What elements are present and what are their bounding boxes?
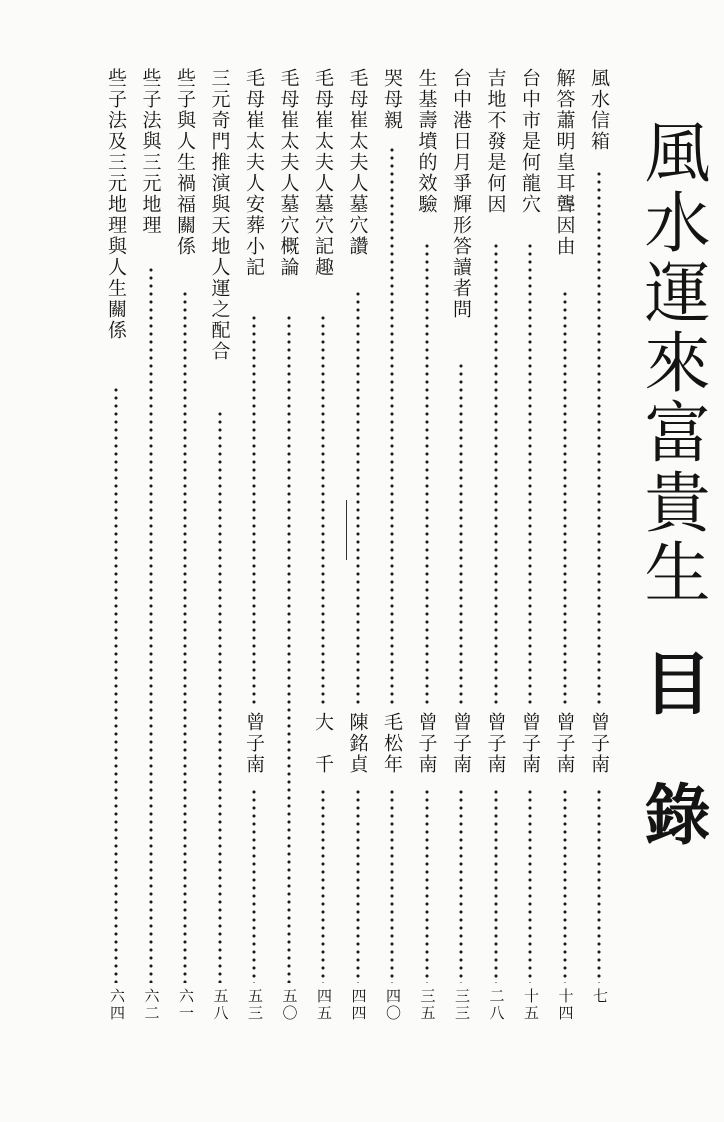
leader-dots [425,242,429,704]
leader-dots [321,788,325,983]
toc-entry[interactable] [377,68,407,1048]
toc-entry-title: 風水信箱 [588,68,610,152]
toc-entry-title: 三元奇門推演與天地人運之配合 [208,68,231,362]
leader-dots [528,242,532,704]
toc-entry[interactable] [239,68,269,1048]
leader-dots [149,266,153,983]
toc-entry-title: 些子法及三元地理與人生關係 [105,68,127,341]
toc-heading-lu: 錄 [633,780,710,846]
toc-entry-page: 四五 [315,988,333,1022]
leader-dots [252,788,256,983]
toc-entry-author: 曾子南 [519,712,541,775]
toc-entry-title: 毛母崔太夫人墓穴概論 [277,68,300,278]
toc-entry-author: 曾子南 [553,712,576,775]
toc-entry[interactable] [412,68,442,1048]
toc-entry-page: 二八 [487,988,506,1022]
toc-entry-page: 十五 [522,988,540,1022]
leader-dots [563,788,567,983]
toc-entry-page: 五八 [211,988,230,1022]
toc-entry-title: 哭母親 [381,68,403,131]
book-title: 風水運來富貴生 [633,118,710,608]
toc-entry-author: 曾子南 [484,712,507,775]
toc-entry-author: 陳銘貞 [346,712,369,775]
leader-dots [356,788,360,983]
leader-dots [494,242,498,704]
toc-entry[interactable] [515,68,545,1048]
toc-entry-author: 曾子南 [243,712,265,775]
toc-entry-title: 台中市是何龍穴 [519,68,541,215]
vertical-rule [346,500,347,560]
leader-dots [252,314,256,704]
leader-dots [356,290,360,704]
toc-entry[interactable] [343,68,373,1048]
leader-dots [390,788,394,983]
toc-entry-page: 四〇 [384,988,402,1022]
toc-entry[interactable] [170,68,200,1048]
toc-entry[interactable] [550,68,580,1048]
toc-entry[interactable] [136,68,166,1048]
leader-dots [390,146,394,704]
leader-dots [528,788,532,983]
leader-dots [218,410,222,983]
toc-entry[interactable] [446,68,476,1048]
toc-entry-title: 毛母崔太夫人墓穴記趣 [312,68,334,278]
leader-dots [494,788,498,983]
leader-dots [597,788,601,983]
leader-dots [183,290,187,983]
toc-entry-author: 曾子南 [415,712,438,775]
toc-entry-page: 六二 [142,988,161,1022]
leader-dots [563,290,567,704]
toc-entry[interactable] [584,68,614,1048]
toc-entry-page: 六一 [177,988,195,1022]
leader-dots [459,362,463,704]
toc-entry-author: 毛松年 [381,712,403,775]
toc-entry-title: 些子法與三元地理 [139,68,162,236]
toc-entry-page: 三五 [418,988,437,1022]
toc-entry-author: 曾子南 [588,712,610,775]
toc-entry[interactable] [308,68,338,1048]
toc-entry-title: 生基壽墳的效驗 [415,68,438,215]
toc-entry-author: 曾子南 [450,712,472,775]
toc-entry-page: 五三 [246,988,264,1022]
leader-dots [114,386,118,983]
leader-dots [597,170,601,704]
leader-dots [287,314,291,983]
toc-entry-title: 毛母崔太夫人安葬小記 [243,68,265,278]
toc-entry-title: 些子與人生禍福關係 [174,68,196,257]
toc-entry-page: 三三 [453,988,471,1022]
leader-dots [459,788,463,983]
toc-entry-author: 大 千 [312,712,334,775]
toc-entry-title: 解答蕭明皇耳聾因由 [553,68,576,257]
leader-dots [321,314,325,704]
toc-entry-title: 吉地不發是何因 [484,68,507,215]
toc-entry-page: 五〇 [280,988,299,1022]
toc-entry[interactable] [101,68,131,1048]
toc-heading-mu: 目 [632,648,711,716]
toc-entry-title: 毛母崔太夫人墓穴讚 [346,68,369,257]
toc-entry-page: 十四 [556,988,575,1022]
toc-entry-page: 四四 [349,988,368,1022]
toc-entry-title: 台中港日月爭輝形答讀者問 [450,68,472,320]
toc-entry[interactable] [481,68,511,1048]
toc-entry-page: 六四 [108,988,126,1022]
toc-entry[interactable] [205,68,235,1048]
toc-entry[interactable] [274,68,304,1048]
toc-entry-page: 七 [591,988,609,1005]
leader-dots [425,788,429,983]
